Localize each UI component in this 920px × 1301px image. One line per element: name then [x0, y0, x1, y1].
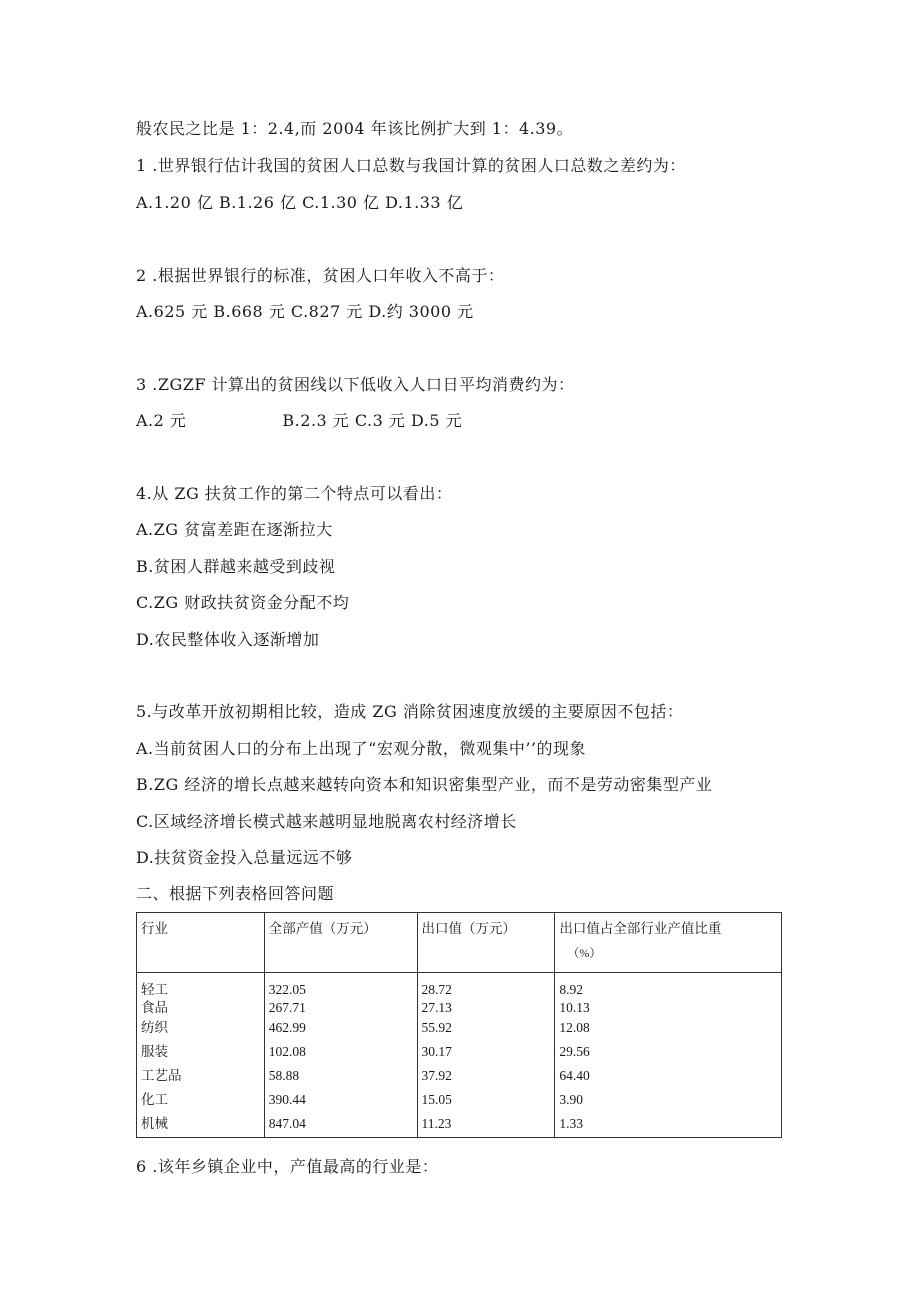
- question-2-stem: 2 .根据世界银行的标准，贫困人口年收入不高于：: [136, 266, 505, 285]
- cell-export-value: 15.05: [417, 1089, 555, 1113]
- question-1-options: A.1.20 亿 B.1.26 亿 C.1.30 亿 D.1.33 亿: [136, 193, 464, 212]
- question-4-option: C.ZG 财政扶贫资金分配不均: [136, 593, 350, 612]
- header-export-ratio: [555, 913, 782, 973]
- cell-export-ratio: 1.33: [555, 1113, 782, 1138]
- table-row: [137, 1065, 782, 1089]
- table-row: [137, 1113, 782, 1138]
- cell-industry: 轻工 食品: [137, 973, 265, 1018]
- question-5-option: D.扶贫资金投入总量远远不够: [136, 848, 353, 867]
- question-3-options-rest: B.2.3 元 C.3 元 D.5 元: [282, 411, 463, 430]
- question-3-options: [136, 410, 462, 432]
- cell-export-ratio: 12.08: [555, 1017, 782, 1041]
- question-3-stem: 3 .ZGZF 计算出的贫困线以下低收入人口日平均消费约为：: [136, 375, 575, 394]
- question-5-stem: 5.与改革开放初期相比较，造成 ZG 消除贫困速度放缓的主要原因不包括：: [136, 702, 684, 721]
- question-5-option: A.当前贫困人口的分布上出现了“宏观分散，微观集中’’的现象: [136, 739, 586, 758]
- industry-table: [136, 912, 782, 1138]
- table-header-row: [137, 913, 782, 973]
- cell-export-value: 37.92: [417, 1065, 555, 1089]
- header-export-ratio-label: 出口值占全部行业产值比重: [559, 921, 722, 936]
- header-export-ratio-unit: （%）: [567, 946, 602, 960]
- cell-industry: 工艺品: [137, 1065, 265, 1089]
- cell-industry: 化工: [137, 1089, 265, 1113]
- question-5-option: B.ZG 经济的增长点越来越转向资本和知识密集型产业，而不是劳动密集型产业: [136, 775, 713, 794]
- cell-export-ratio: 8.92 10.13: [555, 973, 782, 1018]
- question-1-stem: 1 .世界银行估计我国的贫困人口总数与我国计算的贫困人口总数之差约为：: [136, 156, 686, 175]
- question-4-option: A.ZG 贫富差距在逐渐拉大: [136, 520, 333, 539]
- cell-total-output: 847.04: [264, 1113, 417, 1138]
- cell-total-output: 102.08: [264, 1041, 417, 1065]
- cell-industry: 服装: [137, 1041, 265, 1065]
- question-4-stem: 4.从 ZG 扶贫工作的第二个特点可以看出：: [136, 484, 453, 503]
- header-export-value: 出口值（万元）: [417, 913, 555, 973]
- cell-industry: 机械: [137, 1113, 265, 1138]
- table-row: [137, 1089, 782, 1113]
- section-2-title: 二、根据下列表格回答问题: [136, 884, 335, 903]
- table-row: [137, 973, 782, 1018]
- cell-total-output: 322.05 267.71: [264, 973, 417, 1018]
- question-5-option: C.区域经济增长模式越来越明显地脱离农村经济增长: [136, 812, 517, 831]
- cell-export-value: 30.17: [417, 1041, 555, 1065]
- cell-export-value: 55.92: [417, 1017, 555, 1041]
- cell-export-ratio: 64.40: [555, 1065, 782, 1089]
- cell-export-ratio: 29.56: [555, 1041, 782, 1065]
- cell-export-ratio: 3.90: [555, 1089, 782, 1113]
- question-3-option-a: A.2 元: [136, 411, 187, 430]
- table-row: [137, 1041, 782, 1065]
- intro-line: 般农民之比是 1：2.4,而 2004 年该比例扩大到 1：4.39。: [136, 119, 574, 138]
- cell-total-output: 390.44: [264, 1089, 417, 1113]
- question-4-option: D.农民整体收入逐渐增加: [136, 630, 320, 649]
- cell-export-value: 28.72 27.13: [417, 973, 555, 1018]
- cell-industry: 纺织: [137, 1017, 265, 1041]
- question-4-option: B.贫困人群越来越受到歧视: [136, 557, 336, 576]
- question-6-stem: 6 .该年乡镇企业中，产值最高的行业是：: [136, 1157, 439, 1176]
- header-total-output: 全部产值（万元）: [264, 913, 417, 973]
- cell-total-output: 462.99: [264, 1017, 417, 1041]
- header-industry: 行业: [137, 913, 265, 973]
- question-2-options: A.625 元 B.668 元 C.827 元 D.约 3000 元: [136, 302, 474, 321]
- cell-total-output: 58.88: [264, 1065, 417, 1089]
- cell-export-value: 11.23: [417, 1113, 555, 1138]
- table-row: [137, 1017, 782, 1041]
